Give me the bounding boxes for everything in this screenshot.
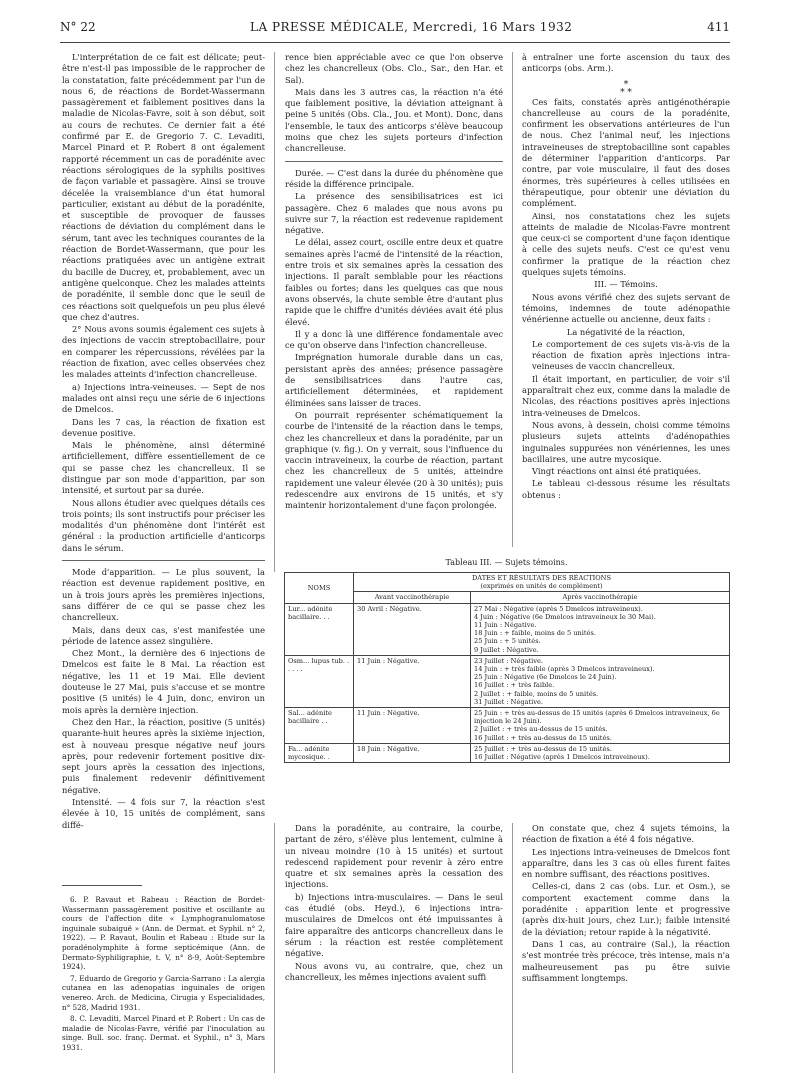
paragraph: Ces faits, constatés après antigénothérapie chancrelleuse au cours de la poradénite, confirment les observations antérieures de l'un de nous. Chez l'animal neuf, les injections intraveineuses de streptobacilline sont capables de déterminer l'apparition d'anticorps. Par contre, par voie musculaire, il faut des doses énormes, très supérieures à celles utilisées en thérapeutique, pour obtenir une déviation du complément. (522, 96, 730, 209)
result-entry: 23 Juillet : Négative. (474, 656, 543, 665)
section-rule (62, 560, 265, 561)
table-row (285, 708, 730, 744)
paragraph: Celles-ci, dans 2 cas (obs. Lur. et Osm.), se comportent exactement comme dans la poradénite : apparition lente et progressive (après dix-huit jours, chez Lur.); faible intensité de la déviation; retour rapide à la négativité. (522, 881, 730, 937)
group-header-subtitle: (exprimés en unités de complément) (480, 582, 603, 591)
result-entry: 25 Juin : + très au-dessus de 15 unités (après 6 Dmelcos intraveineux, 6e injection le 24 Juin). (474, 709, 720, 726)
paragraph: Il y a donc là une différence fondamentale avec ce qu'on observe dans l'infection chancrelleuse. (285, 328, 503, 351)
footnote: 7. Eduardo de Gregorio y Garcia-Sarrano : La alergia cutanea en las adenopatias inguinales de origen venereo. Arch. de Medicina, Cirugia y Especialidades, n° 528, Madrid 1931. (62, 973, 265, 1012)
header-rule (60, 42, 730, 43)
column-3 (522, 52, 730, 502)
row-before: 30 Avril : Négative. (354, 603, 471, 655)
page-header (60, 20, 730, 40)
column-2-bottom (285, 823, 503, 984)
paragraph: Mode d'apparition. — Le plus souvent, la réaction est devenue rapidement positive, en un à trois jours après les premières injections, sans différer de ce qui se passe chez les chancrelleux. (62, 567, 265, 623)
section-heading: III. — Témoins. (594, 279, 658, 290)
result-entry: 14 Juin : + très faible (après 3 Dmelcos intraveineux). (474, 665, 655, 674)
paragraph: Dans 1 cas, au contraire (Sal.), la réaction s'est montrée très précoce, très intense, mais n'a malheureusement pas pu être suivie suffisamment longtemps. (522, 938, 730, 983)
paragraph: Mais dans les 3 autres cas, la réaction n'a été que faiblement positive, la déviation atteignant à peine 5 unités (Obs. Cla., Jou. et Mont). Donc, dans l'ensemble, le taux des anticorps s'élève beaucoup moins que chez les sujets porteurs d'infection chancrelleuse. (285, 86, 503, 154)
list-item: La négativité de la réaction, (566, 326, 686, 337)
footnote-rule (62, 885, 142, 886)
row-after (471, 743, 730, 762)
table-caption: Tableau III. — Sujets témoins. (445, 558, 568, 567)
column-2 (285, 52, 503, 513)
result-entry: 16 Juillet : + très au-dessus de 15 unités. (474, 733, 612, 742)
table-row (285, 743, 730, 762)
paragraph: Le tableau ci-dessous résume les résultats obtenus : (522, 478, 730, 500)
column-divider (512, 52, 513, 547)
column-1 (62, 52, 265, 832)
footnote: 6. P. Ravaut et Rabeau : Réaction de Bordet-Wassermann passagèrement positive et oscillante au cours de l'affection dite « Lymphogranulomatose inguinale subaiguë » (Ann. de Dermat. et Syphil. n° 2, 1922). — P. Ravaut, Boulin et Rabeau : Etude sur la poradénolymphite à forme septicémique (Ann. de Dermato-Syphiligraphie, t. V, n° 8-9, Août-Septembre 1924). (62, 895, 265, 972)
paragraph: La présence des sensibilisatrices est ici passagère. Chez 6 malades que nous avons pu suivre sur 7, la réaction est redevenue rapidement négative. (285, 191, 503, 236)
paragraph: Dans les 7 cas, la réaction de fixation est devenue positive. (62, 416, 265, 438)
result-entry: 9 Juillet : Négative. (474, 645, 539, 654)
row-before: 18 Juin : Négative. (354, 743, 471, 762)
paragraph: Le délai, assez court, oscille entre deux et quatre semaines après l'acmé de l'intensité de la réaction, entre trois et six semaines après la cessation des injections. Il paraît semblable pour les réactions faibles ou fortes; dans les quelques cas que nous avons observés, la chute semble être d'autant plus rapide que le chiffre d'unités déviées avait été plus élevé. (285, 237, 503, 327)
footnotes (62, 895, 265, 1055)
column-3-bottom (522, 823, 730, 985)
paragraph: a) Injections intra-veineuses. — Sept de nos malades ont ainsi reçu une série de 6 injections de Dmelcos. (62, 381, 265, 415)
group-header-title: DATES ET RÉSULTATS DES RÉACTIONS (472, 574, 611, 582)
paragraph: Durée. — C'est dans la durée du phénomène que réside la différence principale. (285, 167, 503, 189)
row-after (471, 655, 730, 707)
paragraph: Intensité. — 4 fois sur 7, la réaction s'est élevée à 10, 15 unités de complément, sans diffé- (62, 797, 265, 830)
paragraph: Nous avons vu, au contraire, que, chez un chancrelleux, les mêmes injections avaient suffi (285, 960, 503, 982)
result-entry: 25 Juillet : + très au-dessus de 15 unités. (474, 744, 612, 753)
paragraph: L'interprétation de ce fait est délicate; peut-être n'est-il pas impossible de le rapprocher de la constatation, faite précédemment par l'un de nous 6, de réactions de Bordet-Wassermann passagèrement et faiblement positives dans la maladie de Nicolas-Favre, soit à son début, soit au cours de rechutes. Ce dernier fait a été confirmé par E. de Gregorio 7. C. Levaditi, Marcel Pinard et P. Robert 8 ont également rapporté récemment un cas de poradénite avec réactions sérologiques de la syphilis positives de façon variable et passagère. Ainsi se trouve décelée la vraisemblance d'un état humoral particulier, existant au début de la poradénite, et susceptible de provoquer de fausses réactions de déviation du complément dans le sérum, tant avec les techniques courantes de la réaction de Bordet-Wassermann, que pour les réactions pratiquées avec un antigène extrait du bacille de Ducrey, et, probablement, avec un antigène quelconque. Chez les malades atteints de poradénite, il semble donc que le seuil de ces réactions soit quelquefois un peu plus élevé que chez d'autres. (62, 52, 265, 322)
paragraph: Nous allons étudier avec quelques détails ces trois points; ils sont instructifs pour préciser les modalités d'un phénomène dont l'intérêt est général : la production artificielle d'anticorps dans le sérum. (62, 497, 265, 553)
paragraph: Chez Mont., la dernière des 6 injections de Dmelcos est faite le 8 Mai. La réaction est négative, les 11 et 19 Mai. Elle devient douteuse le 27 Mai, puis s'accuse et se montre positive (5 unités) le 4 Juin, donc, environ un mois après la dernière injection. (62, 648, 265, 715)
paragraph: Il était important, en particulier, de voir s'il apparaîtrait chez eux, comme dans la maladie de Nicolas, des réactions positives après injections intra-veineuses de Dmelcos. (522, 373, 730, 418)
results-table (284, 572, 730, 763)
asterism: * * * (620, 79, 632, 98)
journal-title: LA PRESSE MÉDICALE, Mercredi, 16 Mars 1932 (250, 20, 573, 34)
paragraph: Nous avons vérifié chez des sujets servant de témoins, indemnes de toute adénopathie vénérienne actuelle ou ancienne, deux faits : (522, 291, 730, 325)
row-after (471, 708, 730, 744)
table-row (285, 655, 730, 707)
column-divider (274, 52, 275, 572)
paragraph: Dans la poradénite, au contraire, la courbe, partant de zéro, s'élève plus lentement, culmine à un niveau moindre (10 à 15 unités) et surtout redescend rapidement pour revenir à zéro entre quatre et six semaines après la cessation des injections. (285, 823, 503, 890)
row-before: 11 Juin : Négative. (354, 655, 471, 707)
paragraph: Ainsi, nos constatations chez les sujets atteints de maladie de Nicolas-Favre montrent que ceux-ci se comportent d'une façon identique à celle des sujets neufs. C'est ce qu'est venu confirmer la pratique de la réaction chez quelques sujets témoins. (522, 210, 730, 278)
row-name: Sal... adénite bacillaire . . (285, 708, 354, 744)
row-before: 11 Juin : Négative. (354, 708, 471, 744)
result-entry: 4 Juin : Négative (6e Dmelcos intraveineux le 30 Mai). (474, 612, 656, 621)
column-header: Après vaccinothérapie (471, 592, 730, 603)
paragraph: On constate que, chez 4 sujets témoins, la réaction de fixation a été 4 fois négative. (522, 823, 730, 845)
result-entry: 2 Juillet : + très au-dessus de 15 unités. (474, 725, 608, 734)
list-item: Le comportement de ces sujets vis-à-vis de la réaction de fixation après injections intra-veineuses de vaccin chancrelleux. (532, 338, 730, 372)
result-entry: 31 Juillet : Négative. (474, 697, 543, 706)
paragraph: Chez den Har., la réaction, positive (5 unités) quarante-huit heures après la sixième injection, est à nouveau presque négative neuf jours après, pour redevenir fortement positive dix-sept jours après la cessation des injections, puis finalement redevenir définitivement négative. (62, 716, 265, 795)
column-divider (512, 823, 513, 1073)
row-name: Osm... lupus tub. . . . . . (285, 655, 354, 707)
row-name: Lur... adénite bacillaire. . . (285, 603, 354, 655)
paragraph: On pourrait représenter schématiquement la courbe de l'intensité de la réaction dans le temps, chez les chancrelleux et dans la poradénite, par un graphique (v. fig.). On y verrait, sous l'influence du vaccin intraveineux, la courbe de réaction, partant chez les chancrelleux de 5 unités, atteindre rapidement une valeur élevée (20 à 30 unités); puis redescendre aux environs de 15 unités, et s'y maintenir horizontalement d'une façon prolongée. (285, 409, 503, 511)
paragraph: à entraîner une forte ascension du taux des anticorps (obs. Arm.). (522, 52, 730, 74)
result-entry: 25 Juin : Négative (6e Dmelcos le 24 Juin). (474, 673, 617, 682)
paragraph: Mais le phénomène, ainsi déterminé artificiellement, diffère essentiellement de ce qui se passe chez les chancrelleux. Il se distingue par son mode d'apparition, par son intensité, et surtout par sa durée. (62, 440, 265, 496)
result-entry: 16 Juillet : Négative (après 1 Dmelcos intraveineux). (474, 753, 650, 762)
column-divider (274, 823, 275, 1073)
paragraph: Imprégnation humorale durable dans un cas, persistant après des années; présence passagère de sensibilisatrices dans l'autre cas, artificiellement déterminées, et rapidement éliminées sans laisser de traces. (285, 352, 503, 408)
paragraph: b) Injections intra-musculaires. — Dans le seul cas étudié (obs. Heyd.), 6 injections intra-musculaires de Dmelcos ont été impuissantes à faire apparaître des anticorps chancrelleux dans le sérum : la réaction est restée complètement négative. (285, 891, 503, 959)
paragraph: 2° Nous avons soumis également ces sujets à des injections de vaccin streptobacillaire, pour en comparer les répercussions, révélées par la réaction de fixation, avec celles observées chez les malades atteints d'infection chancrelleuse. (62, 324, 265, 380)
table-row (285, 603, 730, 655)
paragraph: rence bien appréciable avec ce que l'on observe chez les chancrelleux (Obs. Clo., Sar., den Har. et Sal). (285, 52, 503, 85)
result-entry: 27 Mai : Négative (après 5 Dmelcos intraveineux). (474, 604, 643, 613)
issue-number: N° 22 (60, 20, 96, 34)
result-entry: 16 Juillet : + très faible. (474, 681, 555, 690)
result-entry: 25 Juin : + 5 unités. (474, 637, 541, 646)
row-after (471, 603, 730, 655)
paragraph: Nous avons, à dessein, choisi comme témoins plusieurs sujets atteints d'adénopathies inguinales suppurées non vénériennes, les unes bacillaires, une autre mycosique. (522, 419, 730, 464)
column-header: Avant vaccinothérapie (354, 592, 471, 603)
page-number: 411 (707, 20, 730, 34)
result-entry: 2 Juillet : + faible, moins de 5 unités. (474, 689, 599, 698)
footnote: 8. C. Levaditi, Marcel Pinard et P. Robert : Un cas de maladie de Nicolas-Favre, vérifié par l'inoculation au singe. Bull. soc. franç. Dermat. et Syphil., n° 3, Mars 1931. (62, 1014, 265, 1052)
paragraph: Vingt réactions ont ainsi été pratiquées. (532, 466, 701, 477)
result-entry: 18 Juin : + faible, moins de 5 unités. (474, 629, 596, 638)
group-header (354, 573, 730, 592)
row-name: Fa... adénite mycosique. . (285, 743, 354, 762)
result-entry: 11 Juin : Négative. (474, 621, 537, 630)
paragraph: Les injections intra-veineuses de Dmelcos font apparaître, dans les 3 cas où elles furent faites en nombre suffisant, des réactions positives. (522, 846, 730, 880)
column-header: NOMS (285, 573, 354, 604)
paragraph: Mais, dans deux cas, s'est manifestée une période de latence assez singulière. (62, 624, 265, 646)
section-rule (285, 161, 503, 162)
